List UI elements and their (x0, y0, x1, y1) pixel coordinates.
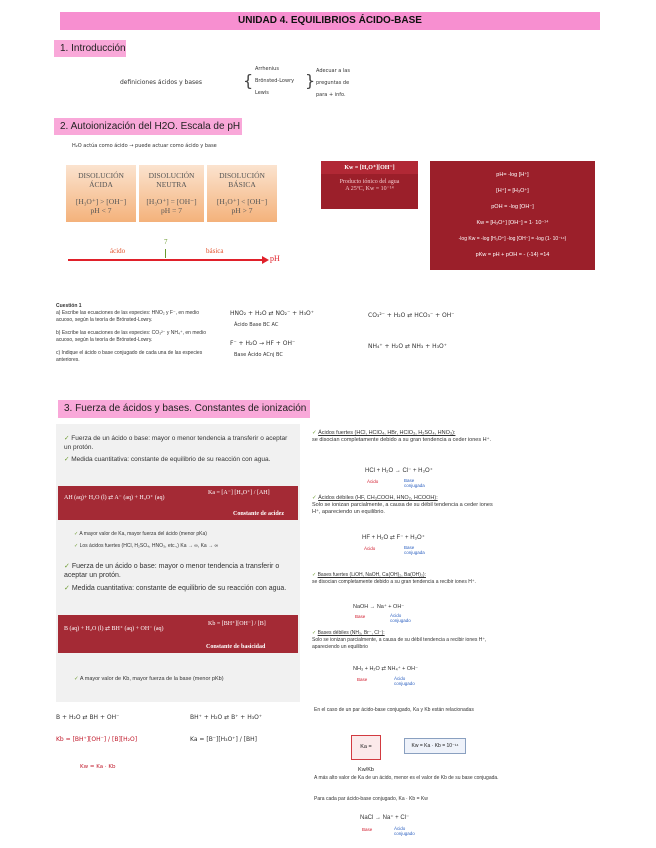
formula-h: [H⁺] = [H₃O⁺] (496, 188, 529, 194)
kb-label-bar (58, 643, 298, 653)
weak-acids-title: Ácidos débiles (HF, CH₃COOH, HNO₂, HCOOH): (318, 495, 438, 501)
check-icon: ✓ (74, 676, 79, 682)
ph-formulas-box (430, 161, 595, 270)
kw-description: Producto iónico del agua (339, 179, 400, 185)
scale-basic-label: básica (206, 247, 224, 255)
b1-text: A mayor valor de Ka, mayor fuerza del ácido (menor pKa) (79, 531, 207, 537)
ka-bullet-2 (74, 542, 218, 551)
definiciones-text: definiciones ácidos y bases (120, 79, 202, 86)
p2-text: Medida cuantitativa: constante de equilibrio de su reacción con agua. (71, 456, 271, 463)
strength-paragraph-1 (64, 434, 294, 452)
ka-formula: Ka = [A⁻] [H₃O⁺] / [AH] (208, 490, 270, 496)
box-condition: [H₃O⁺] = [OH⁻] (146, 197, 197, 206)
weak-bases-title: Bases débiles (NH₃, Br⁻, Cl⁻): (317, 630, 385, 636)
ka-label: Constante de acidez (233, 511, 284, 517)
ka-equation-bar (58, 486, 298, 510)
theory-bronsted: Brönsted-Lowry (255, 78, 295, 84)
box-title: DISOLUCIÓN (219, 171, 265, 180)
strength-paragraph-3 (64, 562, 294, 580)
ka-kw-kb-box (351, 735, 381, 773)
box-subtitle: ÁCIDA (89, 180, 113, 189)
strong-acids-title: Ácidos fuertes (HCl, HClO₄, HBr, HClO₃, H₂SO₄, HNO₃): (318, 430, 456, 436)
hw-kb-expression: Kb = [BH⁺][OH⁻] / [B][H₂O] (56, 736, 138, 743)
weak-bases-text: Solo se ionizan parcialmente, a causa de su débil tendencia a recibir iones H⁺, apareciendo un equilibrio (312, 637, 487, 650)
label-base: Base (357, 677, 368, 682)
cuestion-c: c) Indique el ácido o base conjugado de cada una de las especies anteriores. (56, 350, 203, 363)
label-base-conj: Base conjugada (404, 545, 425, 555)
strength-paragraph-4 (64, 584, 294, 593)
box-title: DISOLUCIÓN (148, 171, 195, 180)
strong-bases-block (312, 572, 494, 586)
basic-solution-box (207, 165, 277, 222)
ph-scale-line (68, 259, 266, 261)
formula-ph: pH= -log [H⁺] (496, 172, 529, 178)
kb-label: Constante de basicidad (206, 644, 266, 650)
relation-note: En el caso de un par ácido-base conjugado, Ka y Kb están relacionadas (314, 707, 474, 713)
cuestion-block (56, 303, 206, 364)
formula-kw: Kw = [H₃O⁺] [OH⁻] = 1· 10⁻¹⁴ (476, 220, 549, 226)
formula-log-kw: -log Kw = -log [H₃O⁺] -log [OH⁻] = -log (1· 10⁻¹⁴) (458, 236, 567, 242)
hw-base-eq: B + H₂O ⇄ BH + OH⁻ (56, 714, 120, 721)
box-ph: pH = 7 (161, 206, 182, 215)
kw-value: A 25ºC, Kw = 10⁻¹⁴ (345, 186, 394, 192)
ka-label-bar (58, 510, 298, 520)
hw-f-labels: Base Ácido ACnj BC (234, 352, 283, 358)
box-title: DISOLUCIÓN (78, 171, 124, 180)
check-icon: ✓ (312, 630, 317, 636)
section2-heading: 2. Autoionización del H2O. Escala de pH (54, 118, 242, 135)
check-icon: ✓ (64, 435, 70, 442)
box-ph: pH > 7 (231, 206, 253, 215)
weak-acids-block (312, 495, 494, 516)
strong-acids-block (312, 430, 494, 444)
neutral-solution-box (139, 165, 204, 222)
brace-icon: } (305, 71, 316, 90)
check-icon: ✓ (312, 572, 317, 578)
strong-bases-text: se disocian completamente debido a su gran tendencia a recibir iones H⁺. (312, 579, 476, 585)
intro-note-3: para + info. (316, 92, 346, 98)
weak-bases-block (312, 630, 494, 651)
hw-co3-eq: CO₃²⁻ + H₂O ⇄ HCO₃⁻ + OH⁻ (368, 312, 455, 319)
weak-acids-text: Solo se ionizan parcialmente, a causa de su débil tendencia a ceder iones H⁺, apareciendo un equilibrio. (312, 502, 493, 515)
label-base: Base (355, 614, 366, 619)
intro-note-2: preguntas de (316, 80, 350, 86)
check-icon: ✓ (312, 495, 317, 501)
hw-hno2-labels: Ácido Base BC AC (234, 322, 279, 328)
kw-box (321, 161, 418, 209)
box-subtitle: BÁSICA (228, 180, 256, 189)
hw-nh4-eq: NH₄⁺ + H₂O ⇄ NH₃ + H₃O⁺ (368, 343, 447, 350)
label-base: Base (362, 827, 373, 832)
label-acido-conj: Ácido conjugado (394, 826, 415, 836)
box-ph: pH < 7 (90, 206, 112, 215)
hw-ka-expression: Ka = [B⁻][H₃O⁺] / [BH] (190, 736, 257, 743)
box-condition: [H₃O⁺] > [OH⁻] (75, 197, 127, 206)
label-acido-conj: Ácido conjugado (394, 676, 415, 686)
hw-conj-acid-eq: BH⁺ + H₂O ⇄ B⁺ + H₃O⁺ (190, 714, 263, 721)
check-icon: ✓ (64, 585, 70, 592)
strong-acids-text: se disocian completamente debido a su gran tendencia a ceder iones H⁺. (312, 437, 492, 443)
p1-text: Fuerza de un ácido o base: mayor o menor tendencia a transferir o aceptar un protón. (64, 435, 288, 451)
page-title: UNIDAD 4. EQUILIBRIOS ÁCIDO-BASE (60, 12, 600, 30)
box-condition: [H₃O⁺] < [OH⁻] (216, 197, 268, 206)
label-acido: Ácido (364, 546, 376, 551)
kb-equation-bar (58, 615, 298, 643)
formula-pkw: pKw = pH + pOH = - (-14) =14 (475, 252, 550, 258)
check-icon: ✓ (64, 456, 70, 463)
strength-paragraph-2 (64, 455, 294, 464)
hw-kw-expression: Kw = Ka · Kb (80, 764, 116, 770)
weak-acid-eq: HF + H₂O ⇄ F⁻ + H₃O⁺ (362, 535, 425, 541)
intro-note-1: Adecuar a las (316, 68, 350, 74)
kw-product: Kw = Ka · Kb = 10⁻¹⁴ (411, 743, 459, 749)
check-icon: ✓ (64, 563, 70, 570)
water-note: H₂O actúa como ácido → puede actuar como ácido y base (72, 143, 217, 149)
label-acido: Ácido (367, 479, 379, 484)
ka-equation: AH (aq)+ H₂O (l) ⇄ A⁻ (aq) + H₃O⁺ (aq) (64, 495, 165, 501)
cuestion-title: Cuestión 1 (56, 303, 82, 309)
ka-relation: Ka = Kw/Kb (358, 744, 374, 773)
scale-acid-label: ácido (110, 247, 126, 255)
kb-bullet (74, 675, 224, 684)
b3-text: A mayor valor de Kb, mayor fuerza de la base (menor pKb) (79, 676, 224, 682)
label-base-conj: Base conjugada (404, 478, 425, 488)
p4-text: Medida cuantitativa: constante de equilibrio de su reacción con agua. (71, 585, 287, 592)
strong-acid-eq: HCl + H₂O → Cl⁻ + H₃O⁺ (365, 468, 433, 474)
check-icon: ✓ (74, 543, 79, 549)
acid-solution-box (66, 165, 136, 222)
weak-base-eq: NH₃ + H₂O ⇄ NH₄⁺ + OH⁻ (353, 666, 419, 672)
cuestion-b: b) Escribe las ecuaciones de las especies: CO₃²⁻ y NH₄⁺, en medio acuoso, según la teoría de Brönsted-Lowry. (56, 330, 206, 343)
hw-f-eq: F⁻ + H₂O → HF + OH⁻ (230, 340, 296, 347)
note-2: A más alto valor de Ka de un ácido, menor es el valor de Kb de su base conjugada. (314, 775, 499, 781)
hw-hno2-eq: HNO₂ + H₂O ⇄ NO₂⁻ + H₃O⁺ (230, 310, 314, 317)
box-subtitle: NEUTRA (156, 180, 187, 189)
note-3: Para cada par ácido-base conjugado, Ka · Kb = Kw (314, 796, 428, 802)
ka-bullet-1 (74, 530, 207, 539)
kw-formula: Kw = [H₃O⁺][OH⁻] (321, 161, 418, 174)
check-icon: ✓ (312, 430, 317, 436)
strong-bases-title: Bases fuertes (LiOH, NaOH, Ca(OH)₂, Ba(OH)₂): (317, 572, 426, 578)
b2-text: Los ácidos fuertes (HCl, H₂SO₄, HNO₃, etc.,) Ka → ∞, Ka → ∞ (79, 543, 219, 549)
arrow-right-icon (262, 256, 269, 264)
formula-poh: pOH = -log [OH⁻] (491, 204, 534, 210)
label-acido-conj: Ácido conjugado (390, 613, 411, 623)
theory-lewis: Lewis (255, 90, 269, 96)
kb-formula: Kb = [BH⁺][OH⁻] / [B] (208, 621, 266, 627)
scale-ph-label: pH (270, 254, 280, 263)
scale-neutral-tick (165, 249, 166, 258)
scale-seven-label: 7 (164, 238, 168, 246)
strong-base-eq: NaOH → Na⁺ + OH⁻ (353, 604, 405, 610)
kw-product-box (404, 738, 466, 754)
section3-heading: 3. Fuerza de ácidos y bases. Constantes de ionización (58, 400, 310, 418)
section1-heading: 1. Introducción (54, 40, 126, 57)
cuestion-a: a) Escribe las ecuaciones de las especies: HNO₂ y F⁻, en medio acuoso, según la teoría de Brönsted-Lowry. (56, 310, 199, 323)
theory-arrhenius: Arrhenius (255, 66, 279, 72)
nacl-eq: NaCl → Na⁺ + Cl⁻ (360, 815, 410, 821)
p3-text: Fuerza de un ácido o base: mayor o menor tendencia a transferir o aceptar un protón. (64, 563, 280, 579)
brace-icon: { (243, 71, 254, 90)
kb-equation: B (aq) + H₂O (l) ⇄ BH⁺ (aq) + OH⁻ (aq) (64, 626, 164, 632)
check-icon: ✓ (74, 531, 79, 537)
